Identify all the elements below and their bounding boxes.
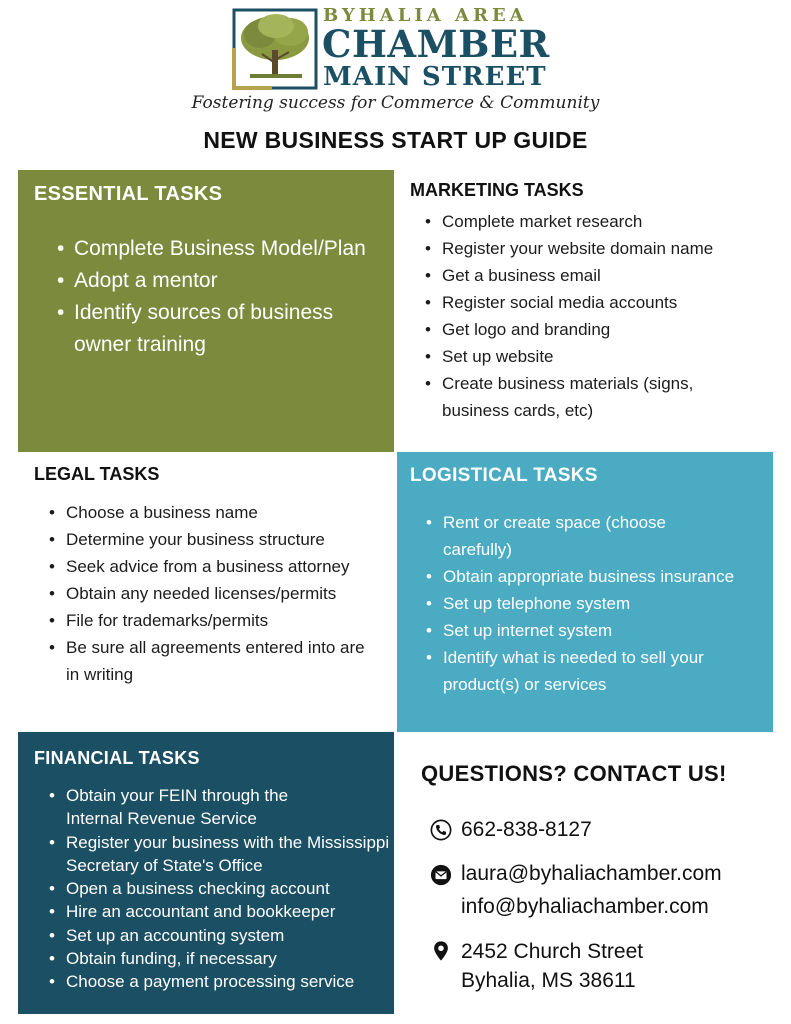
logo-tree-icon <box>232 8 318 90</box>
list-item: • Identify what is needed to sell your product(s) or services <box>421 644 753 698</box>
list-item: • Identify sources of business owner training <box>52 297 382 361</box>
list-item: • Register your website domain name <box>420 235 775 262</box>
essential-tasks-title: ESSENTIAL TASKS <box>34 183 223 205</box>
phone-number[interactable]: 662-838-8127 <box>461 818 592 841</box>
list-item: • Set up telephone system <box>421 590 773 617</box>
org-name-line2: CHAMBER <box>322 22 550 66</box>
list-item: • Complete market research <box>420 208 775 235</box>
list-item: • Obtain funding, if necessary <box>44 947 392 970</box>
marketing-tasks-title: MARKETING TASKS <box>410 180 584 200</box>
email-address-1[interactable]: laura@byhaliachamber.com <box>461 862 722 885</box>
legal-tasks-list <box>44 499 384 688</box>
list-item: • Seek advice from a business attorney <box>44 553 384 580</box>
logistical-tasks-list <box>421 509 773 698</box>
list-item: • Be sure all agreements entered into are in writing <box>44 634 371 688</box>
logistical-tasks-title: LOGISTICAL TASKS <box>410 465 598 486</box>
location-pin-icon <box>430 940 452 962</box>
tagline: Fostering success for Commerce & Community <box>191 93 600 113</box>
list-item: • Obtain any needed licenses/permits <box>44 580 384 607</box>
list-item: • Set up an accounting system <box>44 924 392 947</box>
list-item: • Get logo and branding <box>420 316 775 343</box>
list-item: • Adopt a mentor <box>52 265 382 297</box>
org-name-line1: BYHALIA AREA <box>323 5 528 26</box>
financial-tasks-title: FINANCIAL TASKS <box>34 748 200 768</box>
phone-icon <box>430 819 452 841</box>
list-item: • Register your business with the Mississippi Secretary of State's Office <box>44 831 392 878</box>
list-item: • Create business materials (signs, business cards, etc) <box>420 370 747 424</box>
marketing-tasks-list <box>420 208 775 424</box>
list-item: • Determine your business structure <box>44 526 384 553</box>
address-street: 2452 Church Street <box>461 940 644 963</box>
list-item: • File for trademarks/permits <box>44 607 384 634</box>
contact-title: QUESTIONS? CONTACT US! <box>421 761 727 786</box>
list-item: • Obtain your FEIN through the Internal Revenue Service <box>44 784 336 831</box>
list-item: • Open a business checking account <box>44 877 392 900</box>
email-address-2[interactable]: info@byhaliachamber.com <box>461 895 709 918</box>
page-title: NEW BUSINESS START UP GUIDE <box>203 127 588 153</box>
list-item: • Set up internet system <box>421 617 773 644</box>
list-item: • Hire an accountant and bookkeeper <box>44 900 392 923</box>
list-item: • Get a business email <box>420 262 775 289</box>
list-item: • Choose a payment processing service <box>44 970 392 993</box>
email-icon <box>430 864 452 886</box>
list-item: • Rent or create space (choose carefully) <box>421 509 698 563</box>
list-item: • Choose a business name <box>44 499 384 526</box>
list-item: • Set up website <box>420 343 775 370</box>
essential-tasks-list <box>52 233 382 361</box>
address-city: Byhalia, MS 38611 <box>461 969 636 992</box>
list-item: • Register social media accounts <box>420 289 775 316</box>
org-name-line3: MAIN STREET <box>323 62 547 92</box>
list-item: • Complete Business Model/Plan <box>52 233 382 265</box>
list-item: • Obtain appropriate business insurance <box>421 563 773 590</box>
legal-tasks-title: LEGAL TASKS <box>34 464 160 484</box>
financial-tasks-list <box>44 784 392 994</box>
